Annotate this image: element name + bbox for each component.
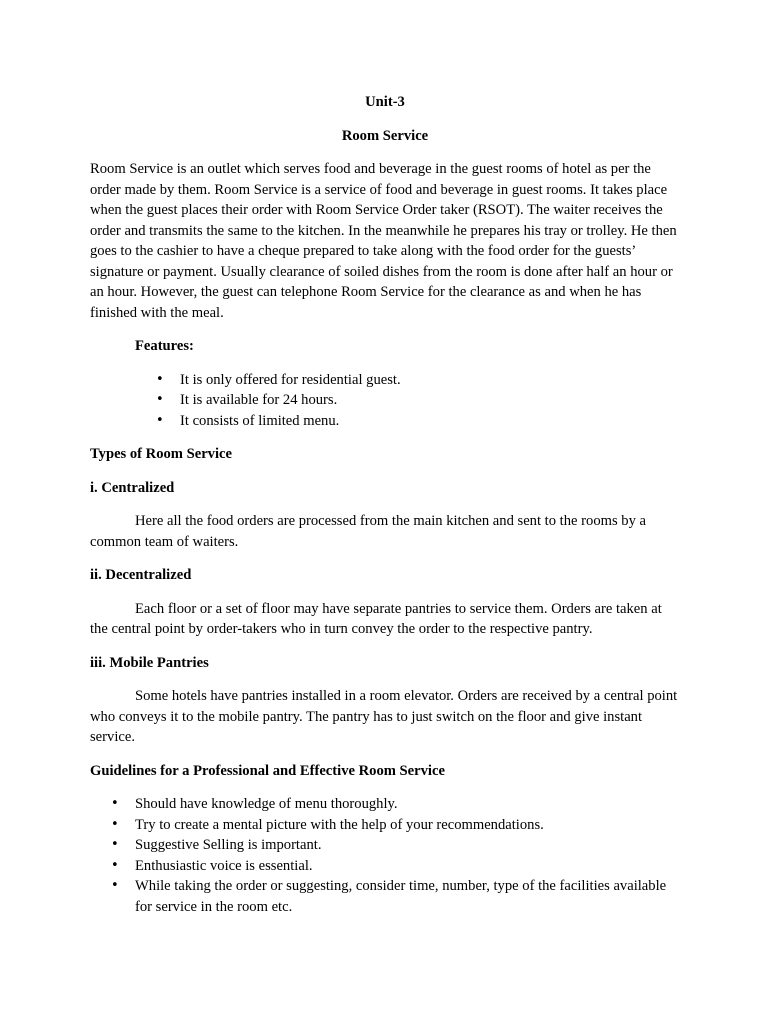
type-heading-centralized: i. Centralized xyxy=(90,479,175,496)
type-heading-decentralized: ii. Decentralized xyxy=(90,567,192,583)
features-list xyxy=(90,370,680,432)
list-item xyxy=(90,370,680,391)
bullet-icon: • xyxy=(111,857,119,873)
features-heading: Features: xyxy=(135,338,194,354)
guidelines-heading: Guidelines for a Professional and Effective Room Service xyxy=(90,762,445,779)
list-item xyxy=(90,856,680,877)
list-item-text: It is available for 24 hours. xyxy=(180,392,338,408)
bullet-icon: • xyxy=(111,837,119,852)
page-title: Room Service xyxy=(341,127,429,144)
list-item xyxy=(90,411,680,432)
type-text-mobile-pantries: Some hotels have pantries installed in a room elevator. Orders are received by a central point who conveys it to the mobile pantry. The pantry has to just switch on the floor and give instant service. xyxy=(90,688,678,745)
intro-paragraph: Room Service is an outlet which serves food and beverage in the guest rooms of hotel as per the order made by them. Room Service is a service of food and beverage in guest rooms. It takes place when the guest places their order with Room Service Order taker (RSOT). The waiter receives the order and transmits the same to the kitchen. In the meanwhile he prepares his tray or trolley. He then goes to the cashier to have a cheque prepared to take along with the food order for the guests’ signature or payment. Usually clearance of soiled dishes from the room is done after half an hour or an hour. However, the guest can telephone Room Service for the clearance as and when he has finished with the meal. xyxy=(90,161,677,321)
bullet-icon: • xyxy=(111,816,119,832)
type-heading-mobile-pantries: iii. Mobile Pantries xyxy=(90,654,209,671)
unit-title: Unit-3 xyxy=(365,94,405,110)
list-item-text: Try to create a mental picture with the help of your recommendations. xyxy=(135,816,544,833)
list-item-text: Enthusiastic voice is essential. xyxy=(135,857,313,874)
list-item xyxy=(90,835,680,856)
type-text-decentralized: Each floor or a set of floor may have separate pantries to service them. Orders are taken at the central point by order-takers who in turn convey the order to the respective pantry. xyxy=(90,600,662,637)
bullet-icon: • xyxy=(156,371,164,387)
types-heading: Types of Room Service xyxy=(90,446,232,462)
list-item xyxy=(90,390,680,411)
document-page xyxy=(90,92,680,930)
list-item-text: Suggestive Selling is important. xyxy=(135,837,322,853)
bullet-icon: • xyxy=(156,412,164,428)
list-item-text: While taking the order or suggesting, consider time, number, type of the facilities available for service in the room etc. xyxy=(135,878,667,915)
type-text-centralized: Here all the food orders are processed from the main kitchen and sent to the rooms by a common team of waiters. xyxy=(90,513,647,550)
bullet-icon: • xyxy=(111,878,119,893)
list-item xyxy=(90,815,680,836)
bullet-icon: • xyxy=(111,796,119,811)
list-item xyxy=(90,876,680,917)
bullet-icon: • xyxy=(156,392,164,407)
list-item xyxy=(90,794,680,815)
list-item-text: It is only offered for residential guest. xyxy=(180,371,401,388)
guidelines-list xyxy=(90,794,680,917)
list-item-text: It consists of limited menu. xyxy=(180,412,340,429)
list-item-text: Should have knowledge of menu thoroughly. xyxy=(135,796,398,812)
